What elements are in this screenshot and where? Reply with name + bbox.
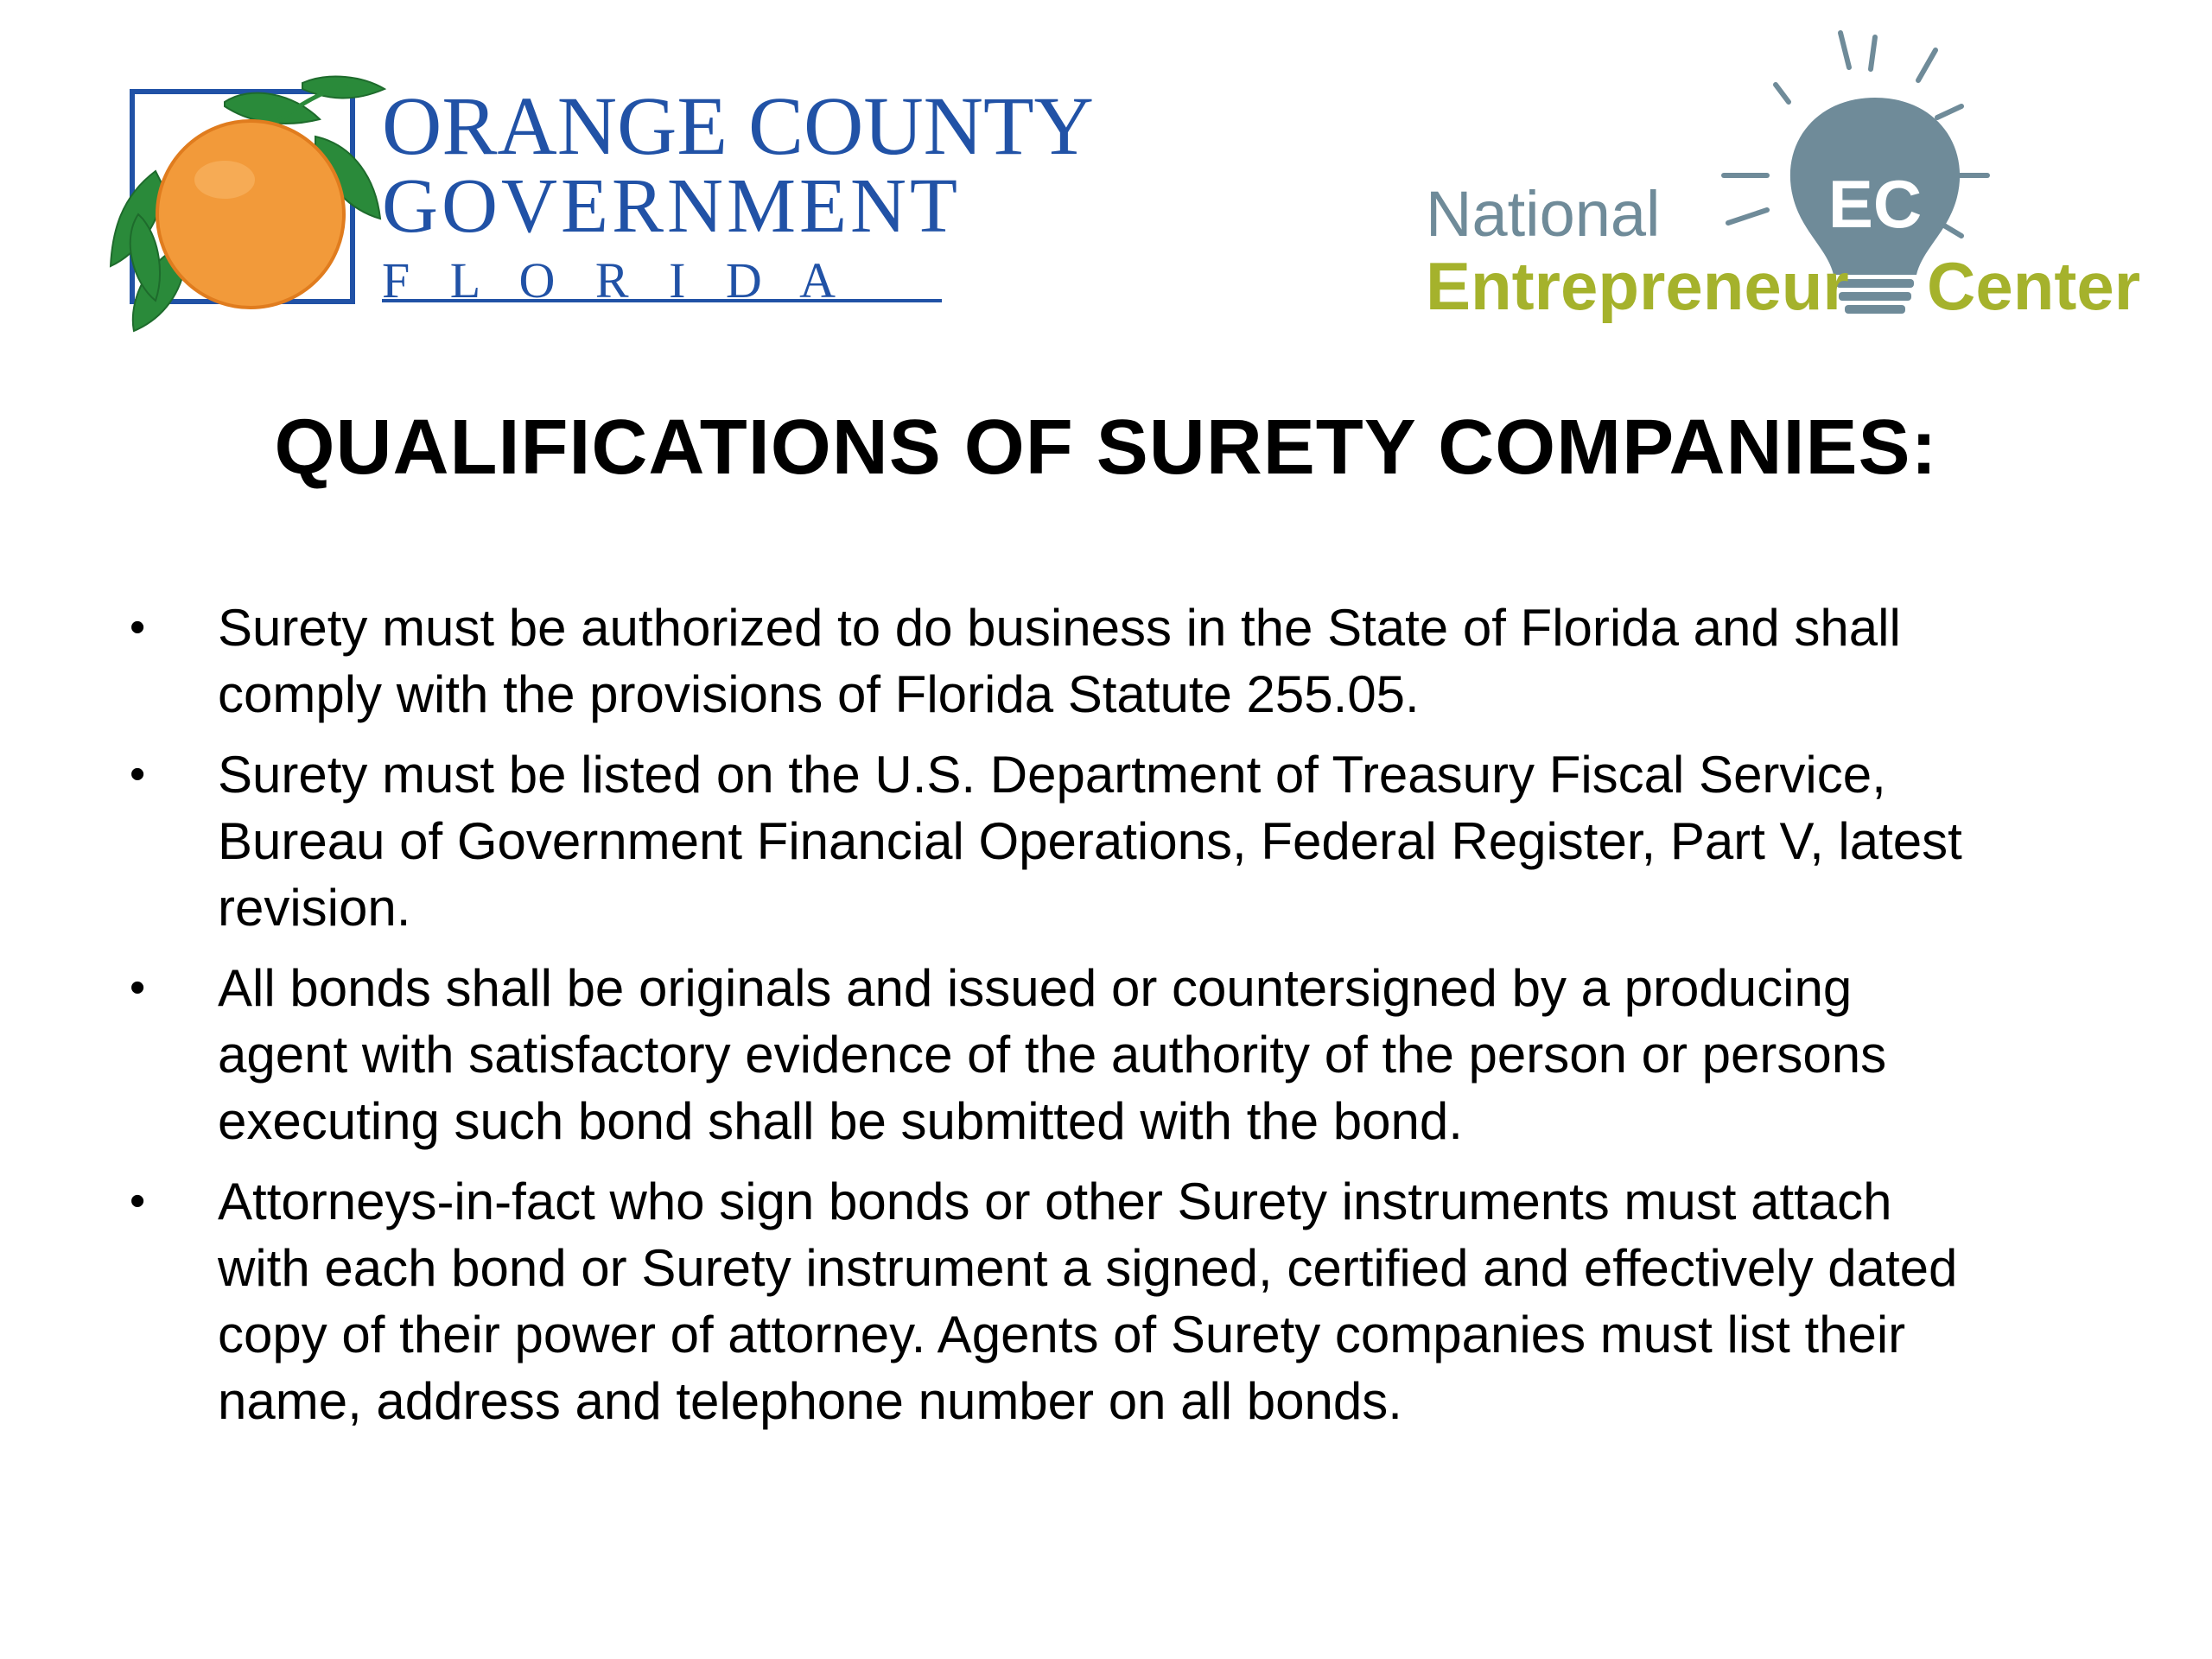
bullet-line: name, address and telephone number on all bonds. — [218, 1372, 1402, 1430]
logo-text-government: GOVERNMENT — [382, 163, 961, 249]
bullet-line: with each bond or Surety instrument a signed, certified and effectively dated — [218, 1239, 1958, 1297]
logo-text-center: Center — [1927, 248, 2141, 324]
bullet-icon: • — [130, 749, 146, 799]
bulb-letters: EC — [1827, 166, 1923, 242]
bullet-line: Surety must be listed on the U.S. Department of Treasury Fiscal Service, — [218, 746, 1886, 804]
bullet-line: agent with satisfactory evidence of the authority of the person or persons — [218, 1026, 1887, 1084]
bullet-icon: • — [130, 1176, 146, 1226]
bullet-line: comply with the provisions of Florida Statute 255.05. — [218, 665, 1420, 723]
logo-text-entrepreneur: Entrepreneur — [1426, 248, 1849, 324]
bullet-line: copy of their power of attorney. Agents of Surety companies must list their — [218, 1306, 1906, 1363]
bullet-icon: • — [130, 602, 146, 652]
bullet-line: revision. — [218, 879, 411, 937]
orange-fruit-icon — [157, 121, 344, 308]
national-entrepreneur-center-logo — [1426, 16, 2141, 327]
bullet-line: Surety must be authorized to do business in the State of Florida and shall — [218, 599, 1901, 657]
logo-text-national: National — [1426, 178, 1661, 250]
bullet-line: Bureau of Government Financial Operations, Federal Register, Part V, latest — [218, 812, 1962, 870]
logo-text-orange-county: ORANGE COUNTY — [382, 79, 1094, 172]
bullet-line: Attorneys-in-fact who sign bonds or other Surety instruments must attach — [218, 1173, 1892, 1230]
bullet-list — [130, 594, 2134, 1448]
bullet-item — [130, 594, 2134, 728]
bullet-item — [130, 1168, 2134, 1434]
bullet-line: executing such bond shall be submitted with the bond. — [218, 1092, 1463, 1150]
bullet-item — [130, 741, 2134, 941]
bullet-line: All bonds shall be originals and issued or countersigned by a producing — [218, 959, 1853, 1017]
slide-title: QUALIFICATIONS OF SURETY COMPANIES: — [274, 404, 1938, 491]
logo-text-florida: F L O R I D A — [382, 252, 849, 308]
orange-county-logo — [95, 67, 1094, 344]
bullet-item — [130, 955, 2134, 1154]
bullet-icon: • — [130, 963, 146, 1013]
